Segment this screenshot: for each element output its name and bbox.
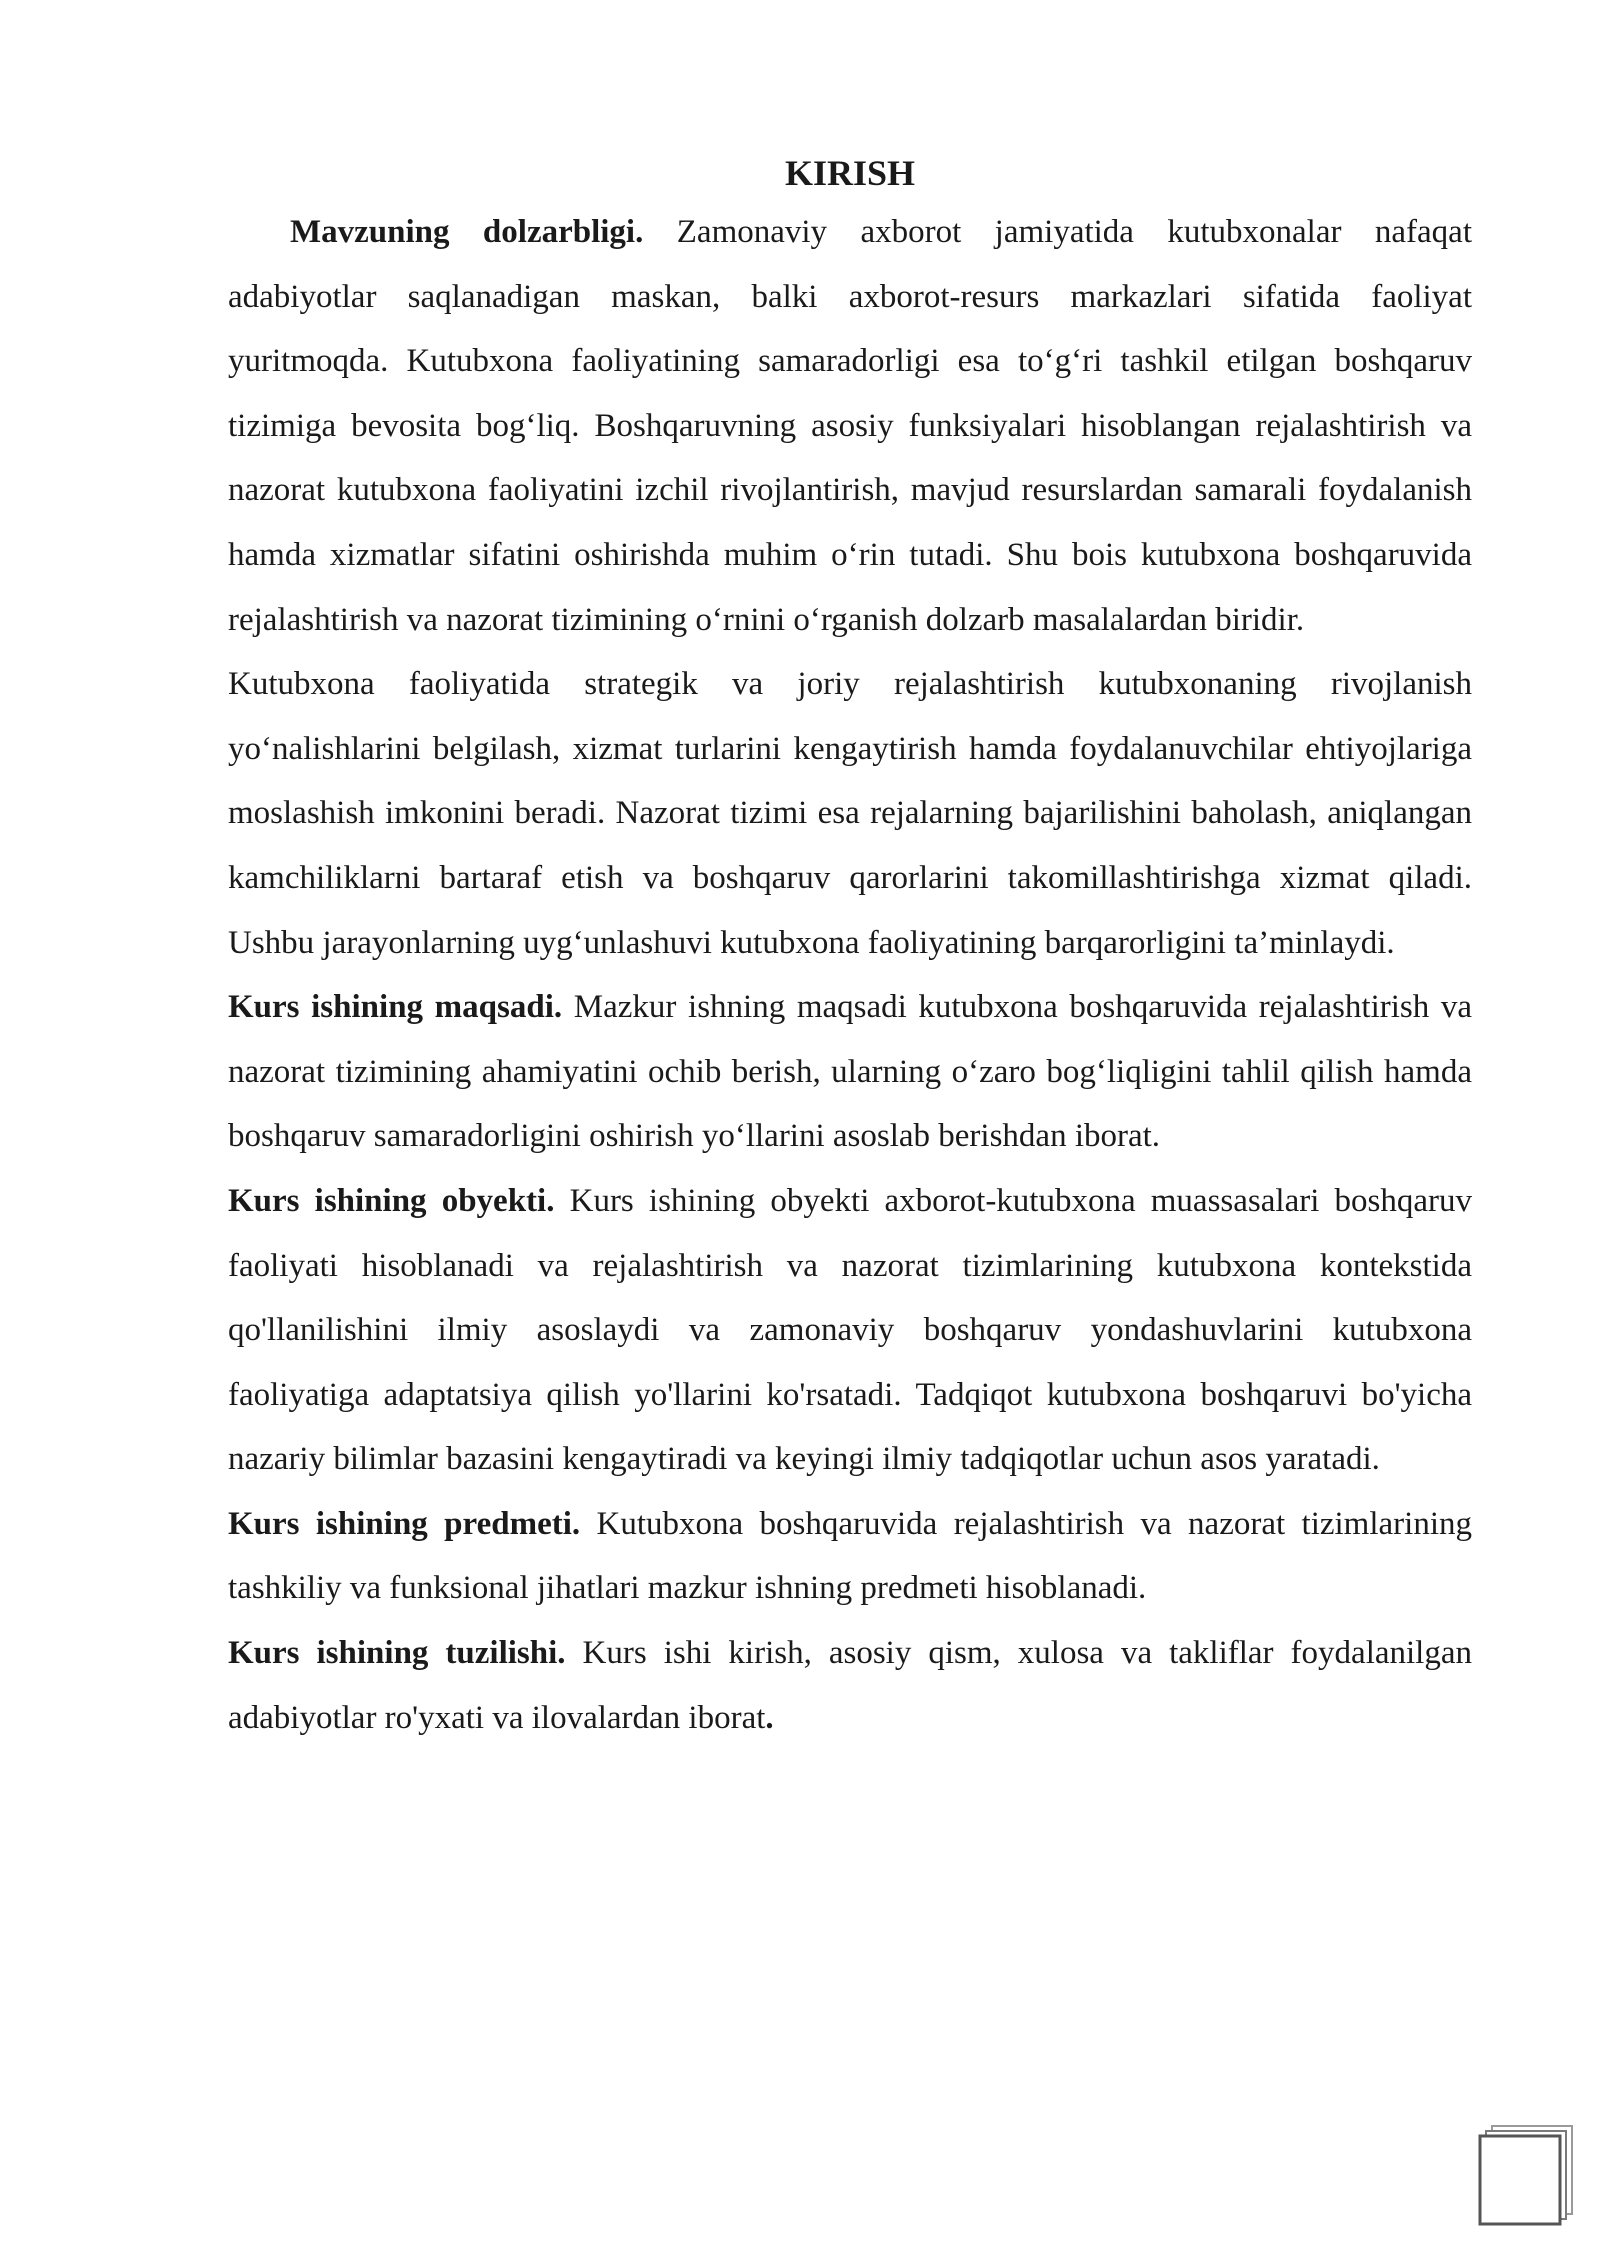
paragraph-goal-heading: Kurs ishining maqsadi. (228, 989, 563, 1026)
paragraph-relevance (228, 200, 1472, 652)
paragraph-object (228, 1169, 1472, 1492)
document-page (228, 148, 1472, 1750)
paragraph-structure (228, 1621, 1472, 1750)
paragraph-structure-period: . (765, 1699, 774, 1736)
paragraph-object-heading: Kurs ishining obyekti. (228, 1182, 555, 1219)
paragraph-subject (228, 1492, 1472, 1621)
paragraph-subject-heading: Kurs ishining predmeti. (228, 1505, 581, 1542)
paragraph-structure-heading: Kurs ishining tuzilishi. (228, 1635, 566, 1672)
paragraph-structure-text: Kurs ishi kirish, asosiy qism, xulosa va takliflar foydalanilgan adabiyotlar ro'yxati va ilovalardan iborat (228, 1635, 1472, 1736)
paragraph-goal (228, 975, 1472, 1169)
paragraph-planning-text: Kutubxona faoliyatida strategik va joriy rejalashtirish kutubxonaning rivojlanish yo‘nalishlarini belgilash, xizmat turlarini kengaytirish hamda foydalanuvchilar ehtiyojlariga moslashish imkonini beradi. Nazorat tizimi esa rejalarning bajarilishini baholash, aniqlangan kamchiliklarni bartaraf etish va boshqaruv qarorlarini takomillashtirishga xizmat qiladi. Ushbu jarayonlarning uyg‘unlashuvi kutubxona faoliyatining barqarorligini ta’minlaydi. (228, 666, 1472, 961)
paragraph-planning (228, 652, 1472, 975)
page-title: KIRISH (784, 153, 916, 193)
paragraph-object-text: Kurs ishining obyekti axborot-kutubxona muassasalari boshqaruv faoliyati hisoblanadi va rejalashtirish va nazorat tizimlarining kutubxona kontekstida qo'llanilishini ilmiy asoslaydi va zamonaviy boshqaruv yondashuvlarini kutubxona faoliyatiga adaptatsiya qilish yo'llarini ko'rsatadi. Tadqiqot kutubxona boshqaruvi bo'yicha nazariy bilimlar bazasini kengaytiradi va keyingi ilmiy tadqiqotlar uchun asos yaratadi. (228, 1182, 1472, 1478)
paragraph-subject-text: Kutubxona boshqaruvida rejalashtirish va nazorat tizimlarining tashkiliy va funksional jihatlari mazkur ishning predmeti hisoblanadi. (228, 1505, 1472, 1607)
paragraph-relevance-text: Zamonaviy axborot jamiyatida kutubxonalar nafaqat adabiyotlar saqlanadigan maskan, balki axborot-resurs markazlari sifatida faoliyat yuritmoqda. Kutubxona faoliyatining samaradorligi esa to‘g‘ri tashkil etilgan boshqaruv tizimiga bevosita bog‘liq. Boshqaruvning asosiy funksiyalari hisoblangan rejalashtirish va nazorat kutubxona faoliyatini izchil rivojlantirish, mavjud resurslardan samarali foydalanish hamda xizmatlar sifatini oshirishda muhim o‘rin tutadi. Shu bois kutubxona boshqaruvida rejalashtirish va nazorat tizimining o‘rnini o‘rganish dolzarb masalalardan biridir. (228, 214, 1472, 638)
paragraph-goal-text: Mazkur ishning maqsadi kutubxona boshqaruvida rejalashtirish va nazorat tizimining ahamiyatini ochib berish, ularning o‘zaro bog‘liqligini tahlil qilish hamda boshqaruv samaradorligini oshirish yo‘llarini asoslab berishdan iborat. (228, 989, 1473, 1155)
paragraph-relevance-heading: Mavzuning dolzarbligi. (290, 214, 644, 250)
page-corner-stack-icon (1478, 2124, 1576, 2226)
